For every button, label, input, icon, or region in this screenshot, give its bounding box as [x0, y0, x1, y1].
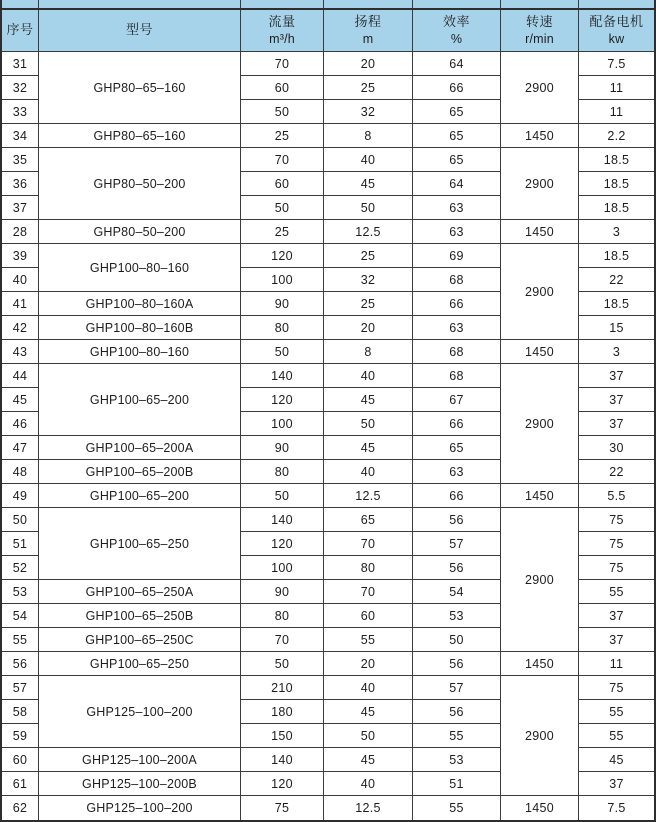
header-power-unit: kw [608, 31, 625, 46]
efficiency-cell: 63 [413, 460, 501, 484]
serial-cell: 34 [2, 124, 39, 148]
flow-cell: 150 [241, 724, 324, 748]
model-cell: GHP100–65–200 [39, 364, 241, 436]
power-cell: 75 [579, 508, 654, 532]
efficiency-cell: 51 [413, 772, 501, 796]
power-cell: 18.5 [579, 196, 654, 220]
serial-cell: 54 [2, 604, 39, 628]
serial-cell: 40 [2, 268, 39, 292]
efficiency-cell: 53 [413, 604, 501, 628]
speed-cell: 1450 [501, 340, 579, 364]
flow-cell: 140 [241, 364, 324, 388]
head-cell: 50 [324, 724, 413, 748]
power-cell: 18.5 [579, 148, 654, 172]
serial-cell: 31 [2, 52, 39, 76]
serial-cell: 57 [2, 676, 39, 700]
power-cell: 55 [579, 580, 654, 604]
serial-cell: 36 [2, 172, 39, 196]
power-cell: 37 [579, 604, 654, 628]
power-cell: 15 [579, 316, 654, 340]
model-cell: GHP100–80–160 [39, 340, 241, 364]
power-cell: 37 [579, 772, 654, 796]
model-cell: GHP125–100–200 [39, 676, 241, 748]
head-cell: 20 [324, 316, 413, 340]
header-speed [501, 10, 579, 52]
head-cell: 40 [324, 460, 413, 484]
serial-cell: 60 [2, 748, 39, 772]
serial-cell: 43 [2, 340, 39, 364]
head-cell: 50 [324, 196, 413, 220]
flow-cell: 50 [241, 100, 324, 124]
efficiency-cell: 67 [413, 388, 501, 412]
flow-cell: 120 [241, 244, 324, 268]
serial-cell: 28 [2, 220, 39, 244]
header-power [579, 10, 654, 52]
header-strip-cell [39, 0, 241, 10]
efficiency-cell: 53 [413, 748, 501, 772]
head-cell: 20 [324, 652, 413, 676]
header-model [39, 10, 241, 52]
model-cell: GHP125–100–200 [39, 796, 241, 820]
efficiency-cell: 65 [413, 436, 501, 460]
efficiency-cell: 57 [413, 676, 501, 700]
serial-cell: 39 [2, 244, 39, 268]
flow-cell: 60 [241, 76, 324, 100]
power-cell: 75 [579, 532, 654, 556]
serial-cell: 41 [2, 292, 39, 316]
efficiency-cell: 69 [413, 244, 501, 268]
speed-cell: 1450 [501, 796, 579, 820]
flow-cell: 210 [241, 676, 324, 700]
header-serial-label: 序号 [6, 22, 34, 38]
speed-cell: 2900 [501, 52, 579, 124]
header-strip-cell [324, 0, 413, 10]
efficiency-cell: 66 [413, 412, 501, 436]
model-cell: GHP80–65–160 [39, 52, 241, 124]
efficiency-cell: 55 [413, 796, 501, 820]
serial-cell: 61 [2, 772, 39, 796]
efficiency-cell: 63 [413, 196, 501, 220]
head-cell: 40 [324, 772, 413, 796]
head-cell: 45 [324, 388, 413, 412]
head-cell: 25 [324, 76, 413, 100]
head-cell: 25 [324, 292, 413, 316]
model-cell: GHP80–50–200 [39, 220, 241, 244]
flow-cell: 50 [241, 484, 324, 508]
head-cell: 45 [324, 700, 413, 724]
head-cell: 32 [324, 100, 413, 124]
serial-cell: 62 [2, 796, 39, 820]
speed-cell: 2900 [501, 676, 579, 796]
serial-cell: 55 [2, 628, 39, 652]
head-cell: 60 [324, 604, 413, 628]
power-cell: 37 [579, 364, 654, 388]
serial-cell: 50 [2, 508, 39, 532]
header-speed-label: 转速 [525, 13, 553, 29]
flow-cell: 140 [241, 748, 324, 772]
head-cell: 8 [324, 124, 413, 148]
serial-cell: 45 [2, 388, 39, 412]
head-cell: 12.5 [324, 796, 413, 820]
serial-cell: 35 [2, 148, 39, 172]
flow-cell: 50 [241, 196, 324, 220]
head-cell: 8 [324, 340, 413, 364]
efficiency-cell: 68 [413, 268, 501, 292]
efficiency-cell: 65 [413, 100, 501, 124]
speed-cell: 2900 [501, 244, 579, 340]
serial-cell: 48 [2, 460, 39, 484]
efficiency-cell: 56 [413, 556, 501, 580]
power-cell: 55 [579, 724, 654, 748]
efficiency-cell: 55 [413, 724, 501, 748]
serial-cell: 58 [2, 700, 39, 724]
efficiency-cell: 66 [413, 76, 501, 100]
serial-cell: 49 [2, 484, 39, 508]
serial-cell: 59 [2, 724, 39, 748]
speed-cell: 2900 [501, 364, 579, 484]
flow-cell: 90 [241, 292, 324, 316]
efficiency-cell: 68 [413, 364, 501, 388]
efficiency-cell: 63 [413, 220, 501, 244]
header-strip-cell [413, 0, 501, 10]
header-strip-cell [501, 0, 579, 10]
serial-cell: 42 [2, 316, 39, 340]
header-power-label: 配备电机 [589, 13, 644, 29]
model-cell: GHP100–65–250 [39, 652, 241, 676]
model-cell: GHP100–65–200B [39, 460, 241, 484]
flow-cell: 120 [241, 772, 324, 796]
efficiency-cell: 57 [413, 532, 501, 556]
header-head [324, 10, 413, 52]
power-cell: 5.5 [579, 484, 654, 508]
header-strip-cell [241, 0, 324, 10]
power-cell: 30 [579, 436, 654, 460]
flow-cell: 80 [241, 460, 324, 484]
serial-cell: 44 [2, 364, 39, 388]
model-cell: GHP100–65–250C [39, 628, 241, 652]
serial-cell: 53 [2, 580, 39, 604]
head-cell: 40 [324, 676, 413, 700]
flow-cell: 90 [241, 580, 324, 604]
head-cell: 65 [324, 508, 413, 532]
model-cell: GHP125–100–200A [39, 748, 241, 772]
header-serial [2, 10, 39, 52]
model-cell: GHP100–80–160A [39, 292, 241, 316]
efficiency-cell: 65 [413, 124, 501, 148]
power-cell: 75 [579, 556, 654, 580]
serial-cell: 52 [2, 556, 39, 580]
efficiency-cell: 63 [413, 316, 501, 340]
flow-cell: 60 [241, 172, 324, 196]
power-cell: 3 [579, 340, 654, 364]
model-cell: GHP100–65–200 [39, 484, 241, 508]
flow-cell: 180 [241, 700, 324, 724]
power-cell: 11 [579, 76, 654, 100]
header-model-label: 型号 [125, 22, 153, 38]
head-cell: 45 [324, 172, 413, 196]
efficiency-cell: 66 [413, 292, 501, 316]
power-cell: 18.5 [579, 292, 654, 316]
flow-cell: 50 [241, 340, 324, 364]
flow-cell: 25 [241, 220, 324, 244]
head-cell: 32 [324, 268, 413, 292]
model-cell: GHP80–50–200 [39, 148, 241, 220]
serial-cell: 37 [2, 196, 39, 220]
header-efficiency [413, 10, 501, 52]
flow-cell: 75 [241, 796, 324, 820]
efficiency-cell: 64 [413, 172, 501, 196]
efficiency-cell: 50 [413, 628, 501, 652]
model-cell: GHP80–65–160 [39, 124, 241, 148]
flow-cell: 100 [241, 412, 324, 436]
speed-cell: 1450 [501, 220, 579, 244]
model-cell: GHP100–80–160 [39, 244, 241, 292]
power-cell: 55 [579, 700, 654, 724]
header-head-label: 扬程 [354, 13, 382, 29]
model-cell: GHP100–80–160B [39, 316, 241, 340]
power-cell: 37 [579, 412, 654, 436]
head-cell: 45 [324, 436, 413, 460]
head-cell: 45 [324, 748, 413, 772]
efficiency-cell: 56 [413, 508, 501, 532]
speed-cell: 2900 [501, 148, 579, 220]
flow-cell: 100 [241, 556, 324, 580]
header-speed-unit: r/min [525, 31, 554, 46]
power-cell: 75 [579, 676, 654, 700]
model-cell: GHP125–100–200B [39, 772, 241, 796]
serial-cell: 46 [2, 412, 39, 436]
header-efficiency-unit: % [450, 31, 463, 46]
speed-cell: 2900 [501, 508, 579, 652]
power-cell: 37 [579, 628, 654, 652]
efficiency-cell: 56 [413, 700, 501, 724]
serial-cell: 32 [2, 76, 39, 100]
flow-cell: 90 [241, 436, 324, 460]
power-cell: 7.5 [579, 52, 654, 76]
power-cell: 2.2 [579, 124, 654, 148]
serial-cell: 47 [2, 436, 39, 460]
header-efficiency-label: 效率 [442, 13, 470, 29]
flow-cell: 80 [241, 316, 324, 340]
serial-cell: 56 [2, 652, 39, 676]
efficiency-cell: 65 [413, 148, 501, 172]
header-strip-cell [579, 0, 654, 10]
power-cell: 11 [579, 652, 654, 676]
head-cell: 40 [324, 364, 413, 388]
speed-cell: 1450 [501, 652, 579, 676]
efficiency-cell: 68 [413, 340, 501, 364]
flow-cell: 120 [241, 388, 324, 412]
power-cell: 11 [579, 100, 654, 124]
serial-cell: 51 [2, 532, 39, 556]
power-cell: 7.5 [579, 796, 654, 820]
serial-cell: 33 [2, 100, 39, 124]
efficiency-cell: 56 [413, 652, 501, 676]
head-cell: 12.5 [324, 220, 413, 244]
head-cell: 80 [324, 556, 413, 580]
power-cell: 45 [579, 748, 654, 772]
power-cell: 3 [579, 220, 654, 244]
model-cell: GHP100–65–250A [39, 580, 241, 604]
speed-cell: 1450 [501, 124, 579, 148]
head-cell: 12.5 [324, 484, 413, 508]
header-flow [241, 10, 324, 52]
flow-cell: 70 [241, 628, 324, 652]
flow-cell: 70 [241, 148, 324, 172]
head-cell: 70 [324, 580, 413, 604]
flow-cell: 80 [241, 604, 324, 628]
head-cell: 50 [324, 412, 413, 436]
flow-cell: 70 [241, 52, 324, 76]
power-cell: 37 [579, 388, 654, 412]
flow-cell: 25 [241, 124, 324, 148]
efficiency-cell: 66 [413, 484, 501, 508]
head-cell: 20 [324, 52, 413, 76]
header-head-unit: m [362, 31, 374, 46]
head-cell: 70 [324, 532, 413, 556]
header-flow-label: 流量 [268, 13, 296, 29]
speed-cell: 1450 [501, 484, 579, 508]
model-cell: GHP100–65–200A [39, 436, 241, 460]
flow-cell: 140 [241, 508, 324, 532]
head-cell: 55 [324, 628, 413, 652]
header-strip-cell [2, 0, 39, 10]
header-flow-unit: m³/h [269, 31, 295, 46]
head-cell: 25 [324, 244, 413, 268]
efficiency-cell: 54 [413, 580, 501, 604]
power-cell: 22 [579, 460, 654, 484]
flow-cell: 100 [241, 268, 324, 292]
efficiency-cell: 64 [413, 52, 501, 76]
flow-cell: 120 [241, 532, 324, 556]
power-cell: 18.5 [579, 244, 654, 268]
power-cell: 22 [579, 268, 654, 292]
power-cell: 18.5 [579, 172, 654, 196]
flow-cell: 50 [241, 652, 324, 676]
head-cell: 40 [324, 148, 413, 172]
model-cell: GHP100–65–250B [39, 604, 241, 628]
model-cell: GHP100–65–250 [39, 508, 241, 580]
